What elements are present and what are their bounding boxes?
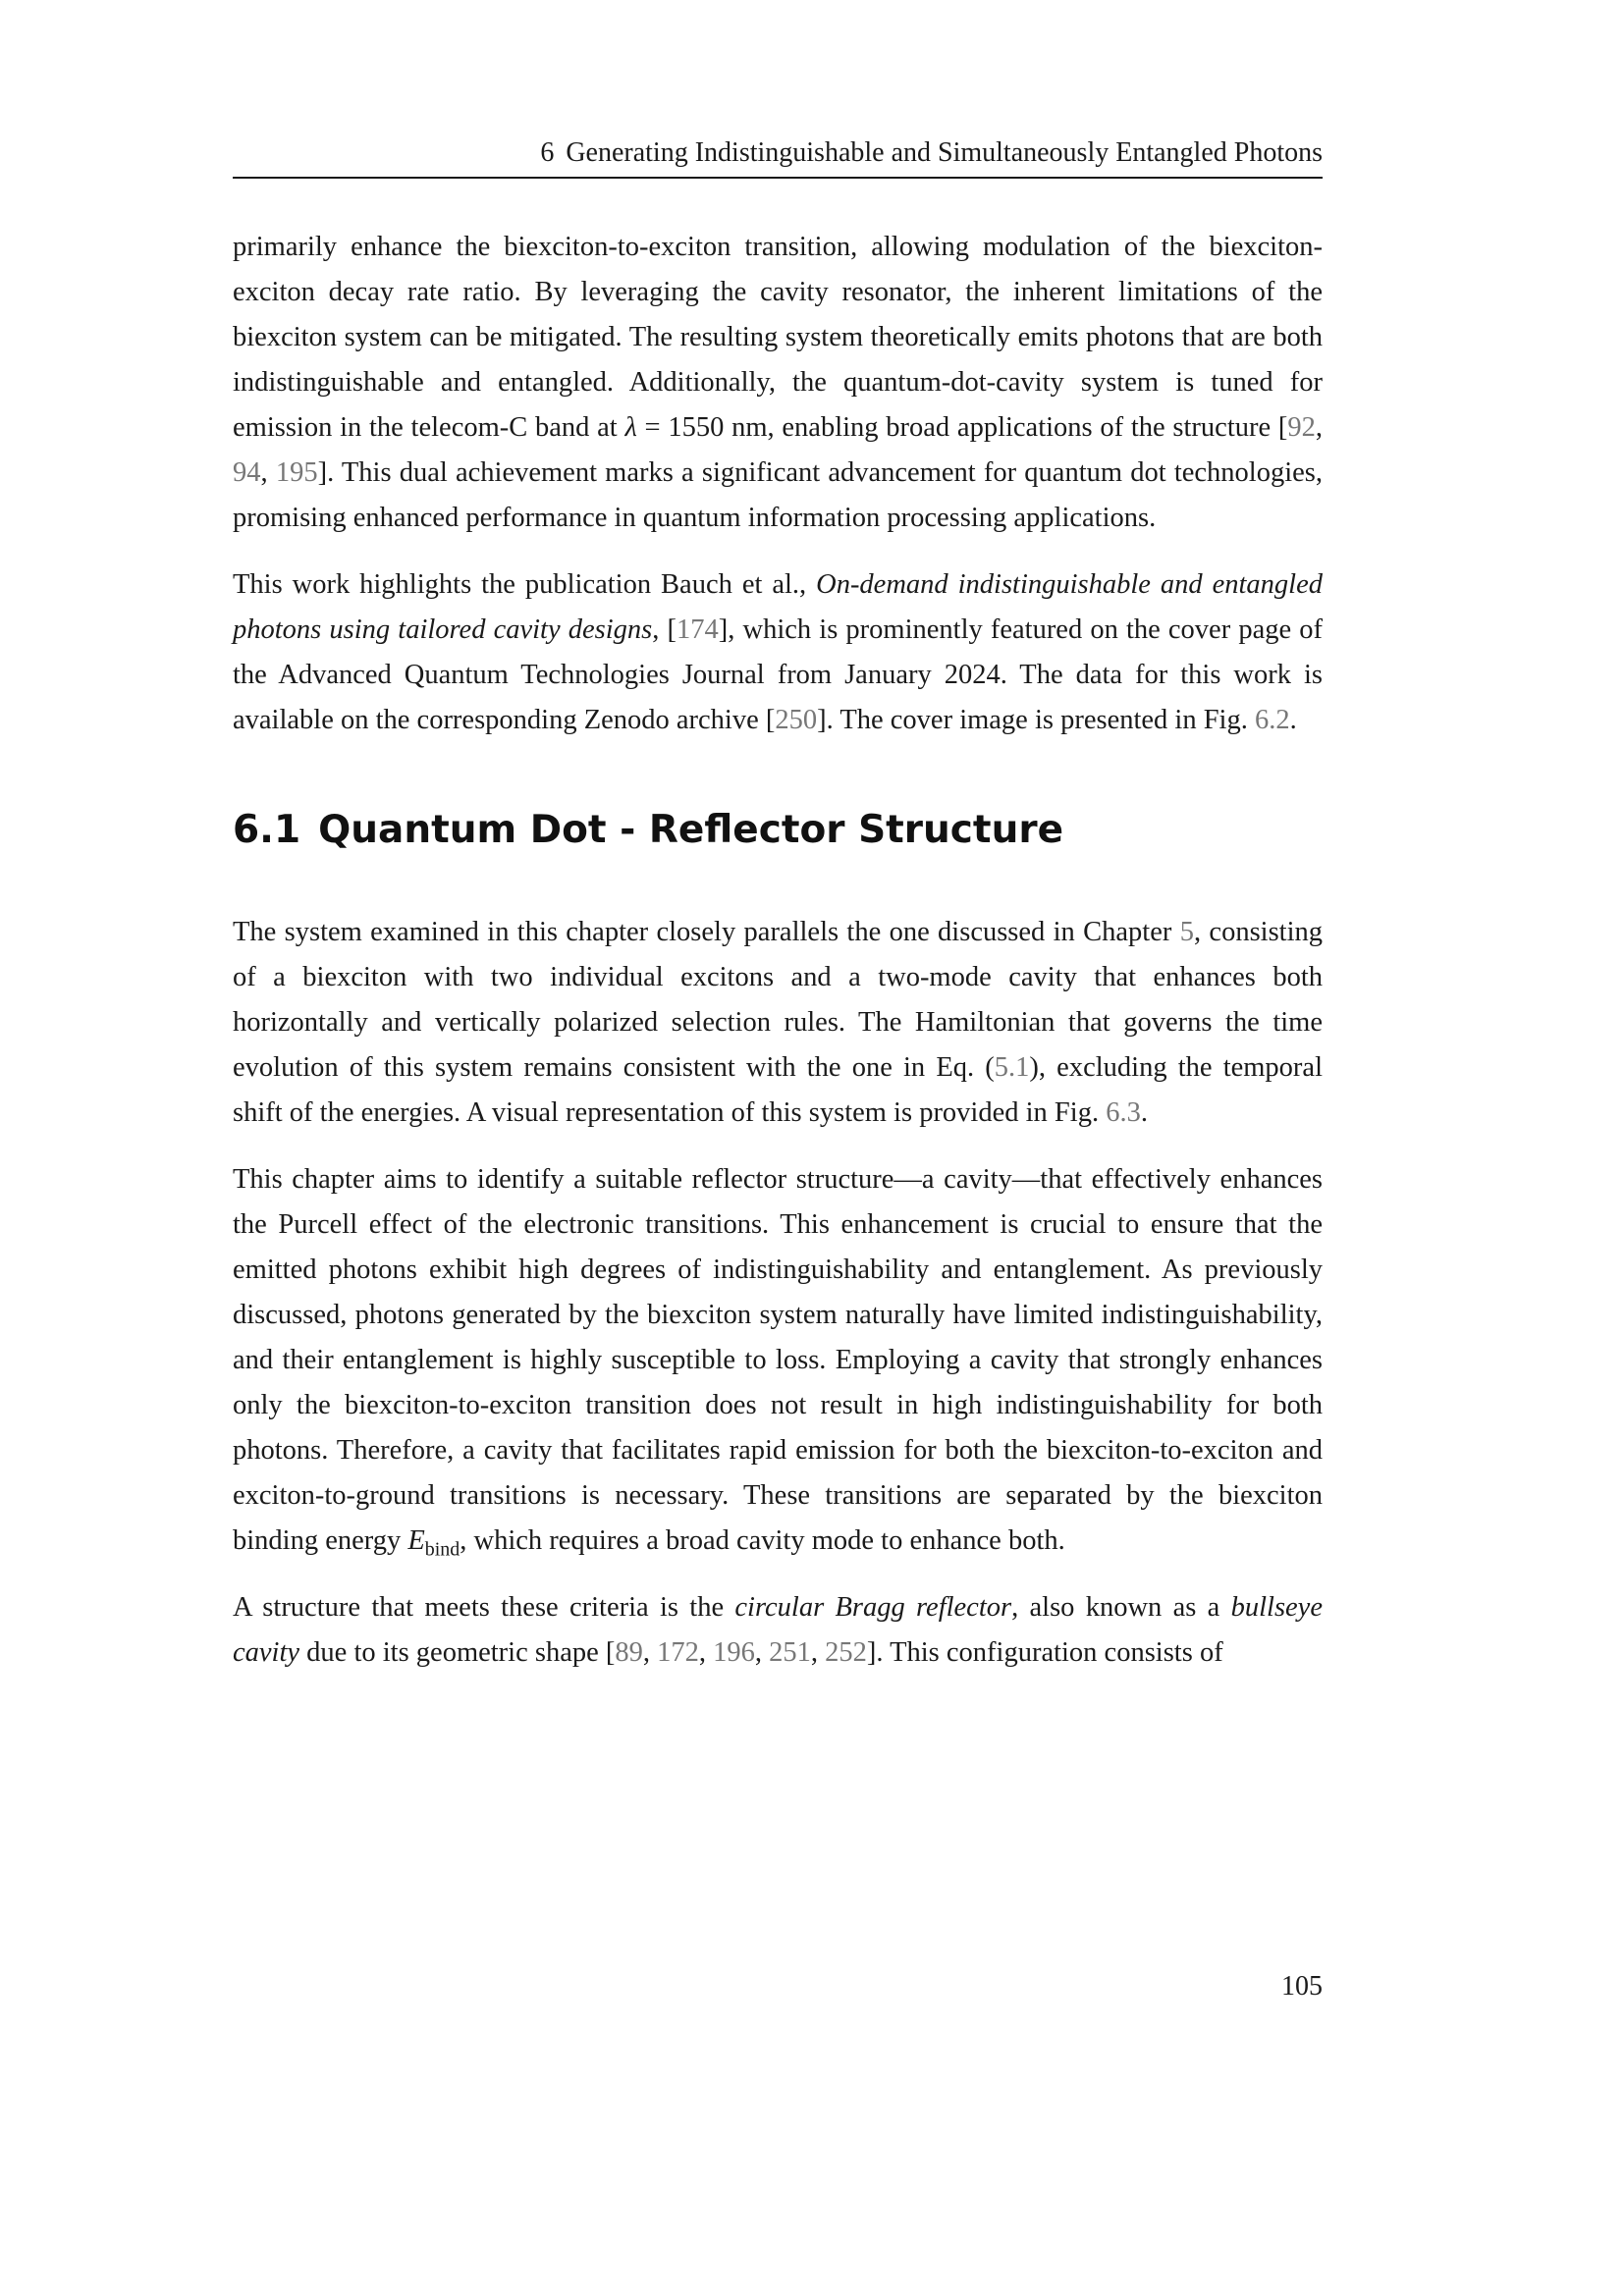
citation-link[interactable]: 172: [657, 1637, 699, 1668]
text-span: A structure that meets these criteria is the: [233, 1592, 735, 1623]
citation-link[interactable]: 196: [713, 1637, 755, 1668]
text-span: ]. The cover image is presented in Fig.: [817, 705, 1255, 735]
main-text: [233, 225, 1323, 1697]
citation-link[interactable]: 89: [615, 1637, 643, 1668]
page-number: 105: [1281, 1971, 1323, 2002]
section-title: Quantum Dot - Reflector Structure: [318, 808, 1064, 852]
text-span: ]. This dual achievement marks a significant advancement for quantum dot technologies, promising enhanced performance in quantum information processing applications.: [233, 457, 1324, 533]
separator: ,: [1315, 412, 1323, 443]
separator: ,: [754, 1637, 770, 1668]
citation-link[interactable]: 250: [775, 705, 818, 735]
paragraph-4: [233, 1157, 1323, 1564]
text-span: ), excluding the temporal shift of the energies. A visual representation of this system is provided in Fig.: [233, 1052, 1323, 1128]
text-span: , consisting of a biexciton with two individual excitons and a two-mode cavity that enhances both horizontally and vertically polarized selection rules. The Hamiltonian that governs the time evolution of this system remains consistent with the one in Eq. (: [233, 917, 1324, 1083]
citation-link[interactable]: 252: [825, 1637, 867, 1668]
text-span: = 1550 nm, enabling broad applications of the structure [: [636, 412, 1288, 443]
paragraph-1: [233, 225, 1323, 541]
chapter-number: 6: [540, 137, 555, 168]
citation-link[interactable]: 195: [275, 457, 318, 488]
citation-link[interactable]: 251: [769, 1637, 811, 1668]
text-span: This work highlights the publication Bauch et al.,: [233, 569, 817, 600]
energy-subscript: bind: [424, 1538, 460, 1561]
paragraph-3: [233, 910, 1323, 1136]
text-span: , which requires a broad cavity mode to enhance both.: [460, 1525, 1065, 1556]
publication-title: On-demand indistinguishable and entangled photons using tailored cavity designs: [233, 569, 1323, 645]
lambda-symbol: λ: [624, 412, 637, 443]
chapter-title: Generating Indistinguishable and Simultaneously Entangled Photons: [566, 137, 1323, 168]
separator: ,: [810, 1637, 826, 1668]
separator: ,: [698, 1637, 714, 1668]
text-span: due to its geometric shape [: [299, 1637, 616, 1668]
text-span: primarily enhance the biexciton-to-exciton transition, allowing modulation of the biexciton-exciton decay rate ratio. By leveraging the cavity resonator, the inherent limitations of the biexciton system can be mitigated. The resulting system theoretically emits photons that are both indistinguishable and entangled. Additionally, the quantum-dot-cavity system is tuned for emission in the telecom-C band at: [233, 232, 1323, 443]
figure-link[interactable]: 6.3: [1106, 1097, 1141, 1128]
section-heading: [233, 806, 1323, 855]
equation-link[interactable]: 5.1: [994, 1052, 1030, 1083]
citation-link[interactable]: 92: [1287, 412, 1316, 443]
italic-term: circular Bragg reflector: [734, 1592, 1012, 1623]
separator: ,: [260, 457, 276, 488]
text-span: ], which is prominently featured on the cover page of the Advanced Quantum Technologies Journal from January 2024. The data for this work is available on the corresponding Zenodo archive [: [233, 614, 1323, 735]
citation-link[interactable]: 94: [233, 457, 261, 488]
text-span: , [: [652, 614, 677, 645]
separator: ,: [642, 1637, 658, 1668]
energy-symbol: E: [407, 1525, 425, 1556]
running-header: [233, 130, 1323, 179]
text-span: This chapter aims to identify a suitable reflector structure—a cavity—that effectively enhances the Purcell effect of the electronic transitions. This enhancement is crucial to ensure that the emitted photons exhibit high degrees of indistinguishability and entanglement. As previously discussed, photons generated by the biexciton system naturally have limited indistinguishability, and their entanglement is highly susceptible to loss. Employing a cavity that strongly enhances only the biexciton-to-exciton transition does not result in high indistinguishability for both photons. Therefore, a cavity that facilitates rapid emission for both the biexciton-to-exciton and exciton-to-ground transitions is necessary. These transitions are separated by the biexciton binding energy: [233, 1164, 1323, 1556]
figure-link[interactable]: 6.2: [1254, 705, 1290, 735]
text-span: .: [1140, 1097, 1148, 1128]
chapter-link[interactable]: 5: [1179, 917, 1194, 947]
text-span: , also known as a: [1011, 1592, 1231, 1623]
text-span: The system examined in this chapter closely parallels the one discussed in Chapter: [233, 917, 1180, 947]
italic-term: bullseye cavity: [233, 1592, 1323, 1668]
section-number: 6.1: [233, 808, 301, 852]
text-span: .: [1289, 705, 1297, 735]
paragraph-5: [233, 1585, 1323, 1676]
citation-link[interactable]: 174: [677, 614, 719, 645]
paragraph-2: [233, 562, 1323, 743]
text-span: ]. This configuration consists of: [866, 1637, 1223, 1668]
